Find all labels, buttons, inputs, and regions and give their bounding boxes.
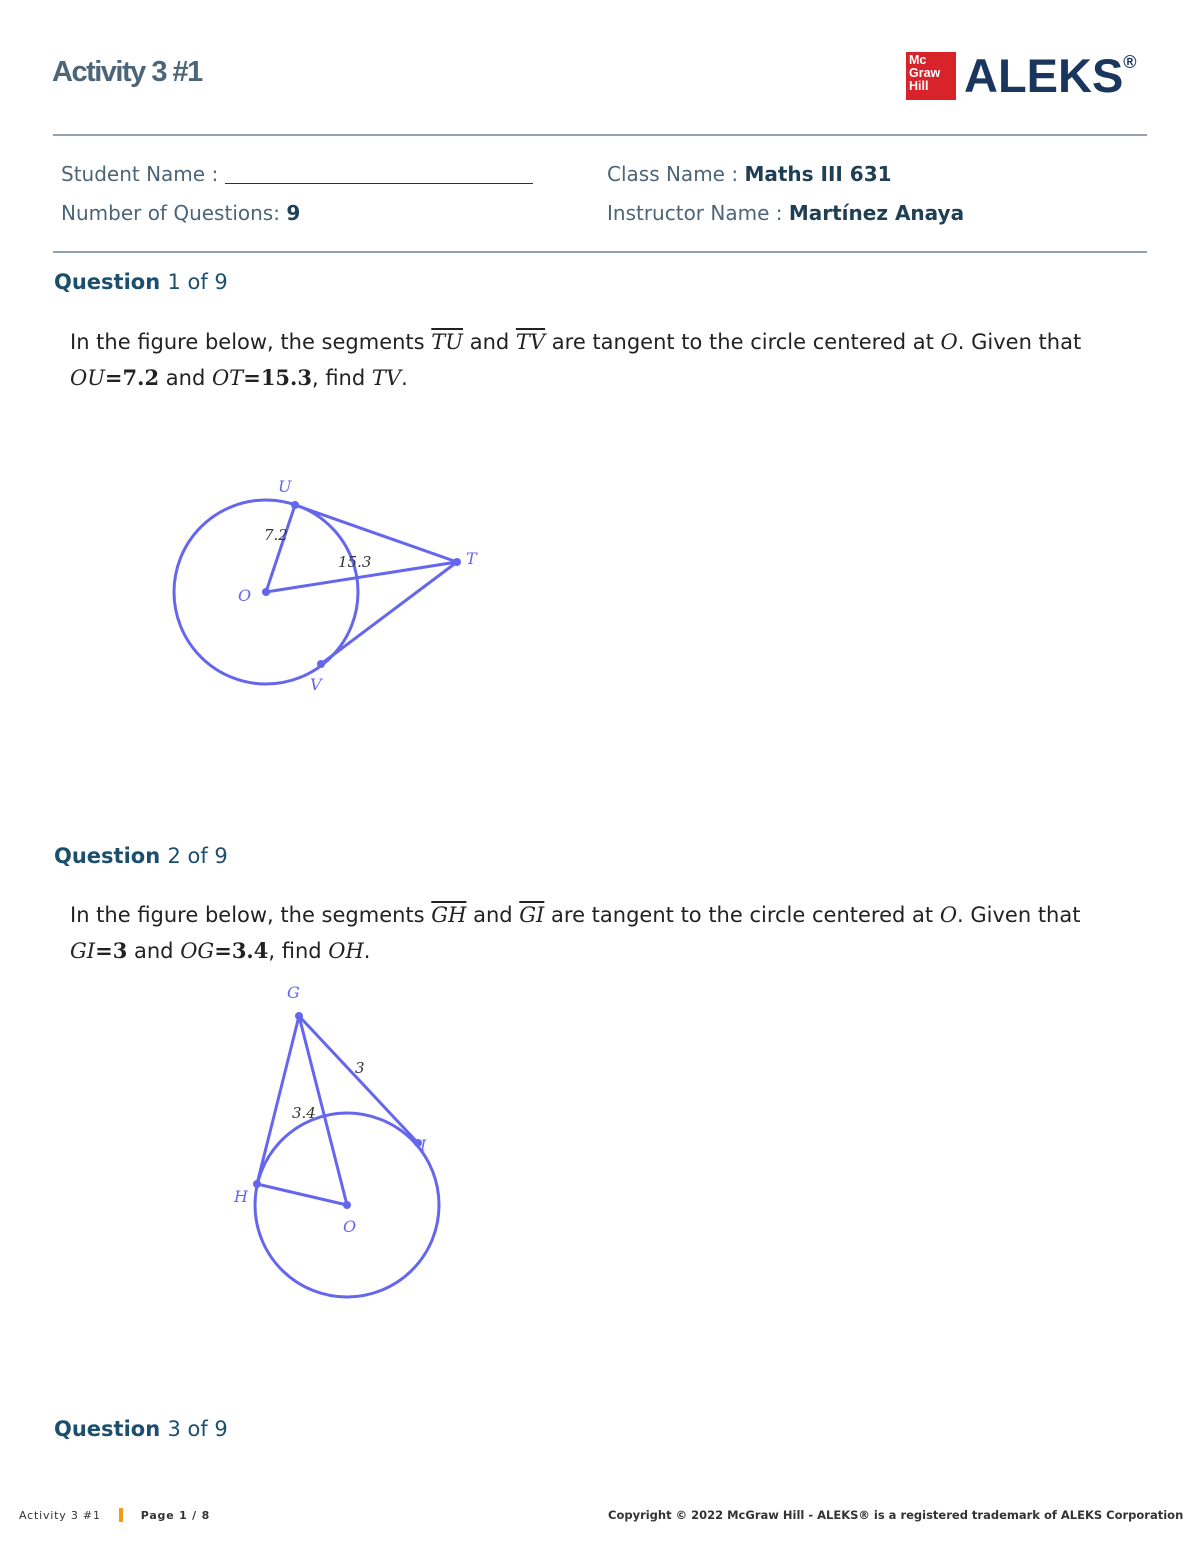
question-2-heading [54,844,228,868]
segment-tu: $\overline{TU}$ [431,330,464,354]
footer-separator [119,1508,123,1522]
value-ot: 15.3 [260,365,312,390]
logo-line: Mc [909,53,927,67]
question-word: Question [54,270,161,294]
point-u [291,501,299,509]
value-ou: 7.2 [122,365,160,390]
var-gi: GI [70,939,96,963]
student-name-label: Student Name : [61,162,219,186]
label-i: I [420,1136,427,1155]
point-v [317,660,325,668]
student-name-blank[interactable] [225,165,533,184]
center-o: O [939,903,958,927]
text-run: In the figure below, the segments [70,903,425,927]
text-run: , find [311,366,366,390]
point-o [343,1201,351,1209]
target-oh: OH [328,939,364,963]
point-h [253,1180,261,1188]
value-gi: 3 [112,938,128,963]
length-gi: 3 [355,1059,365,1077]
footer-page-number: Page 1 / 8 [140,1509,211,1522]
label-u: U [278,477,292,496]
figure-1-tangent-diagram [160,470,500,700]
var-ou: OU [70,366,105,390]
question-1-heading [54,270,228,294]
instructor-name-value: Martínez Anaya [788,201,965,225]
aleks-logo-text [964,48,1137,103]
text-run: are tangent to the circle centered at [551,903,934,927]
point-t [453,558,461,566]
label-v: V [310,675,322,694]
text-run: and [473,903,513,927]
segment-oh [257,1184,347,1205]
document-title: Activity 3 #1 [52,56,202,88]
number-of-questions-row [61,201,300,225]
text-run: . Given that [957,903,1081,927]
student-name-row [61,162,533,186]
label-t: T [466,549,477,568]
question-word: Question [54,844,161,868]
aleks-wordmark: ALEKS [964,49,1124,102]
class-name-row [607,162,892,186]
registered-mark: ® [1123,52,1137,72]
figure-2-tangent-diagram [220,985,460,1310]
text-run: In the figure below, the segments [70,330,425,354]
label-g: G [287,985,300,1002]
logo-line: Graw [909,66,941,80]
text-run: and [134,939,174,963]
instructor-name-row [607,201,964,225]
question-number: 1 of 9 [167,270,228,294]
footer-doc-title: Activity 3 #1 [19,1509,101,1522]
text-run: . [401,366,408,390]
segment-tv: $\overline{TV}$ [515,330,546,354]
center-o: O [940,330,958,354]
segment-gi: $\overline{GI}$ [519,903,545,927]
text-run: and [165,366,206,390]
text-run: , find [268,939,322,963]
info-divider [53,251,1147,253]
class-name-value: Maths III 631 [744,162,892,186]
equals: = [104,365,123,390]
equals: = [243,365,261,390]
tangent-tu [295,505,457,562]
label-o: O [238,586,252,605]
number-of-questions-value: 9 [286,201,301,225]
text-run: and [469,330,510,354]
var-og: OG [180,939,215,963]
point-o [262,588,270,596]
question-1-text [70,325,1150,396]
text-run: are tangent to the circle centered at [551,330,934,354]
footer-copyright: Copyright © 2022 McGraw Hill - ALEKS® is a registered trademark of ALEKS Corporation [608,1508,1184,1522]
question-number: 2 of 9 [167,844,228,868]
text-run: . Given that [957,330,1082,354]
var-ot: OT [211,366,244,390]
length-ou: 7.2 [264,526,288,544]
class-name-label: Class Name : [607,162,739,186]
label-h: H [234,1187,248,1206]
segment-gh: $\overline{GH}$ [431,903,467,927]
text-run: . [363,939,371,963]
tangent-gh [257,1016,299,1184]
header-divider [53,134,1147,136]
segment-ou [266,505,295,592]
length-ot: 15.3 [338,553,372,571]
logo-line: Hill [909,79,929,93]
equals: = [214,938,232,963]
target-tv: TV [371,366,402,390]
tangent-tv [321,562,457,664]
question-3-heading [54,1417,228,1441]
question-number: 3 of 9 [167,1417,228,1441]
question-word: Question [54,1417,161,1441]
instructor-name-label: Instructor Name : [607,201,783,225]
value-og: 3.4 [231,938,269,963]
number-of-questions-label: Number of Questions: [61,201,280,225]
mcgraw-hill-logo-box [906,52,956,100]
mcgraw-hill-aleks-logo [906,49,1156,102]
length-og: 3.4 [292,1104,316,1122]
footer-left [19,1508,210,1522]
tangent-gi [299,1016,418,1143]
label-o: O [343,1217,357,1236]
question-2-text [70,898,1150,969]
equals: = [95,938,113,963]
point-g [295,1012,303,1020]
